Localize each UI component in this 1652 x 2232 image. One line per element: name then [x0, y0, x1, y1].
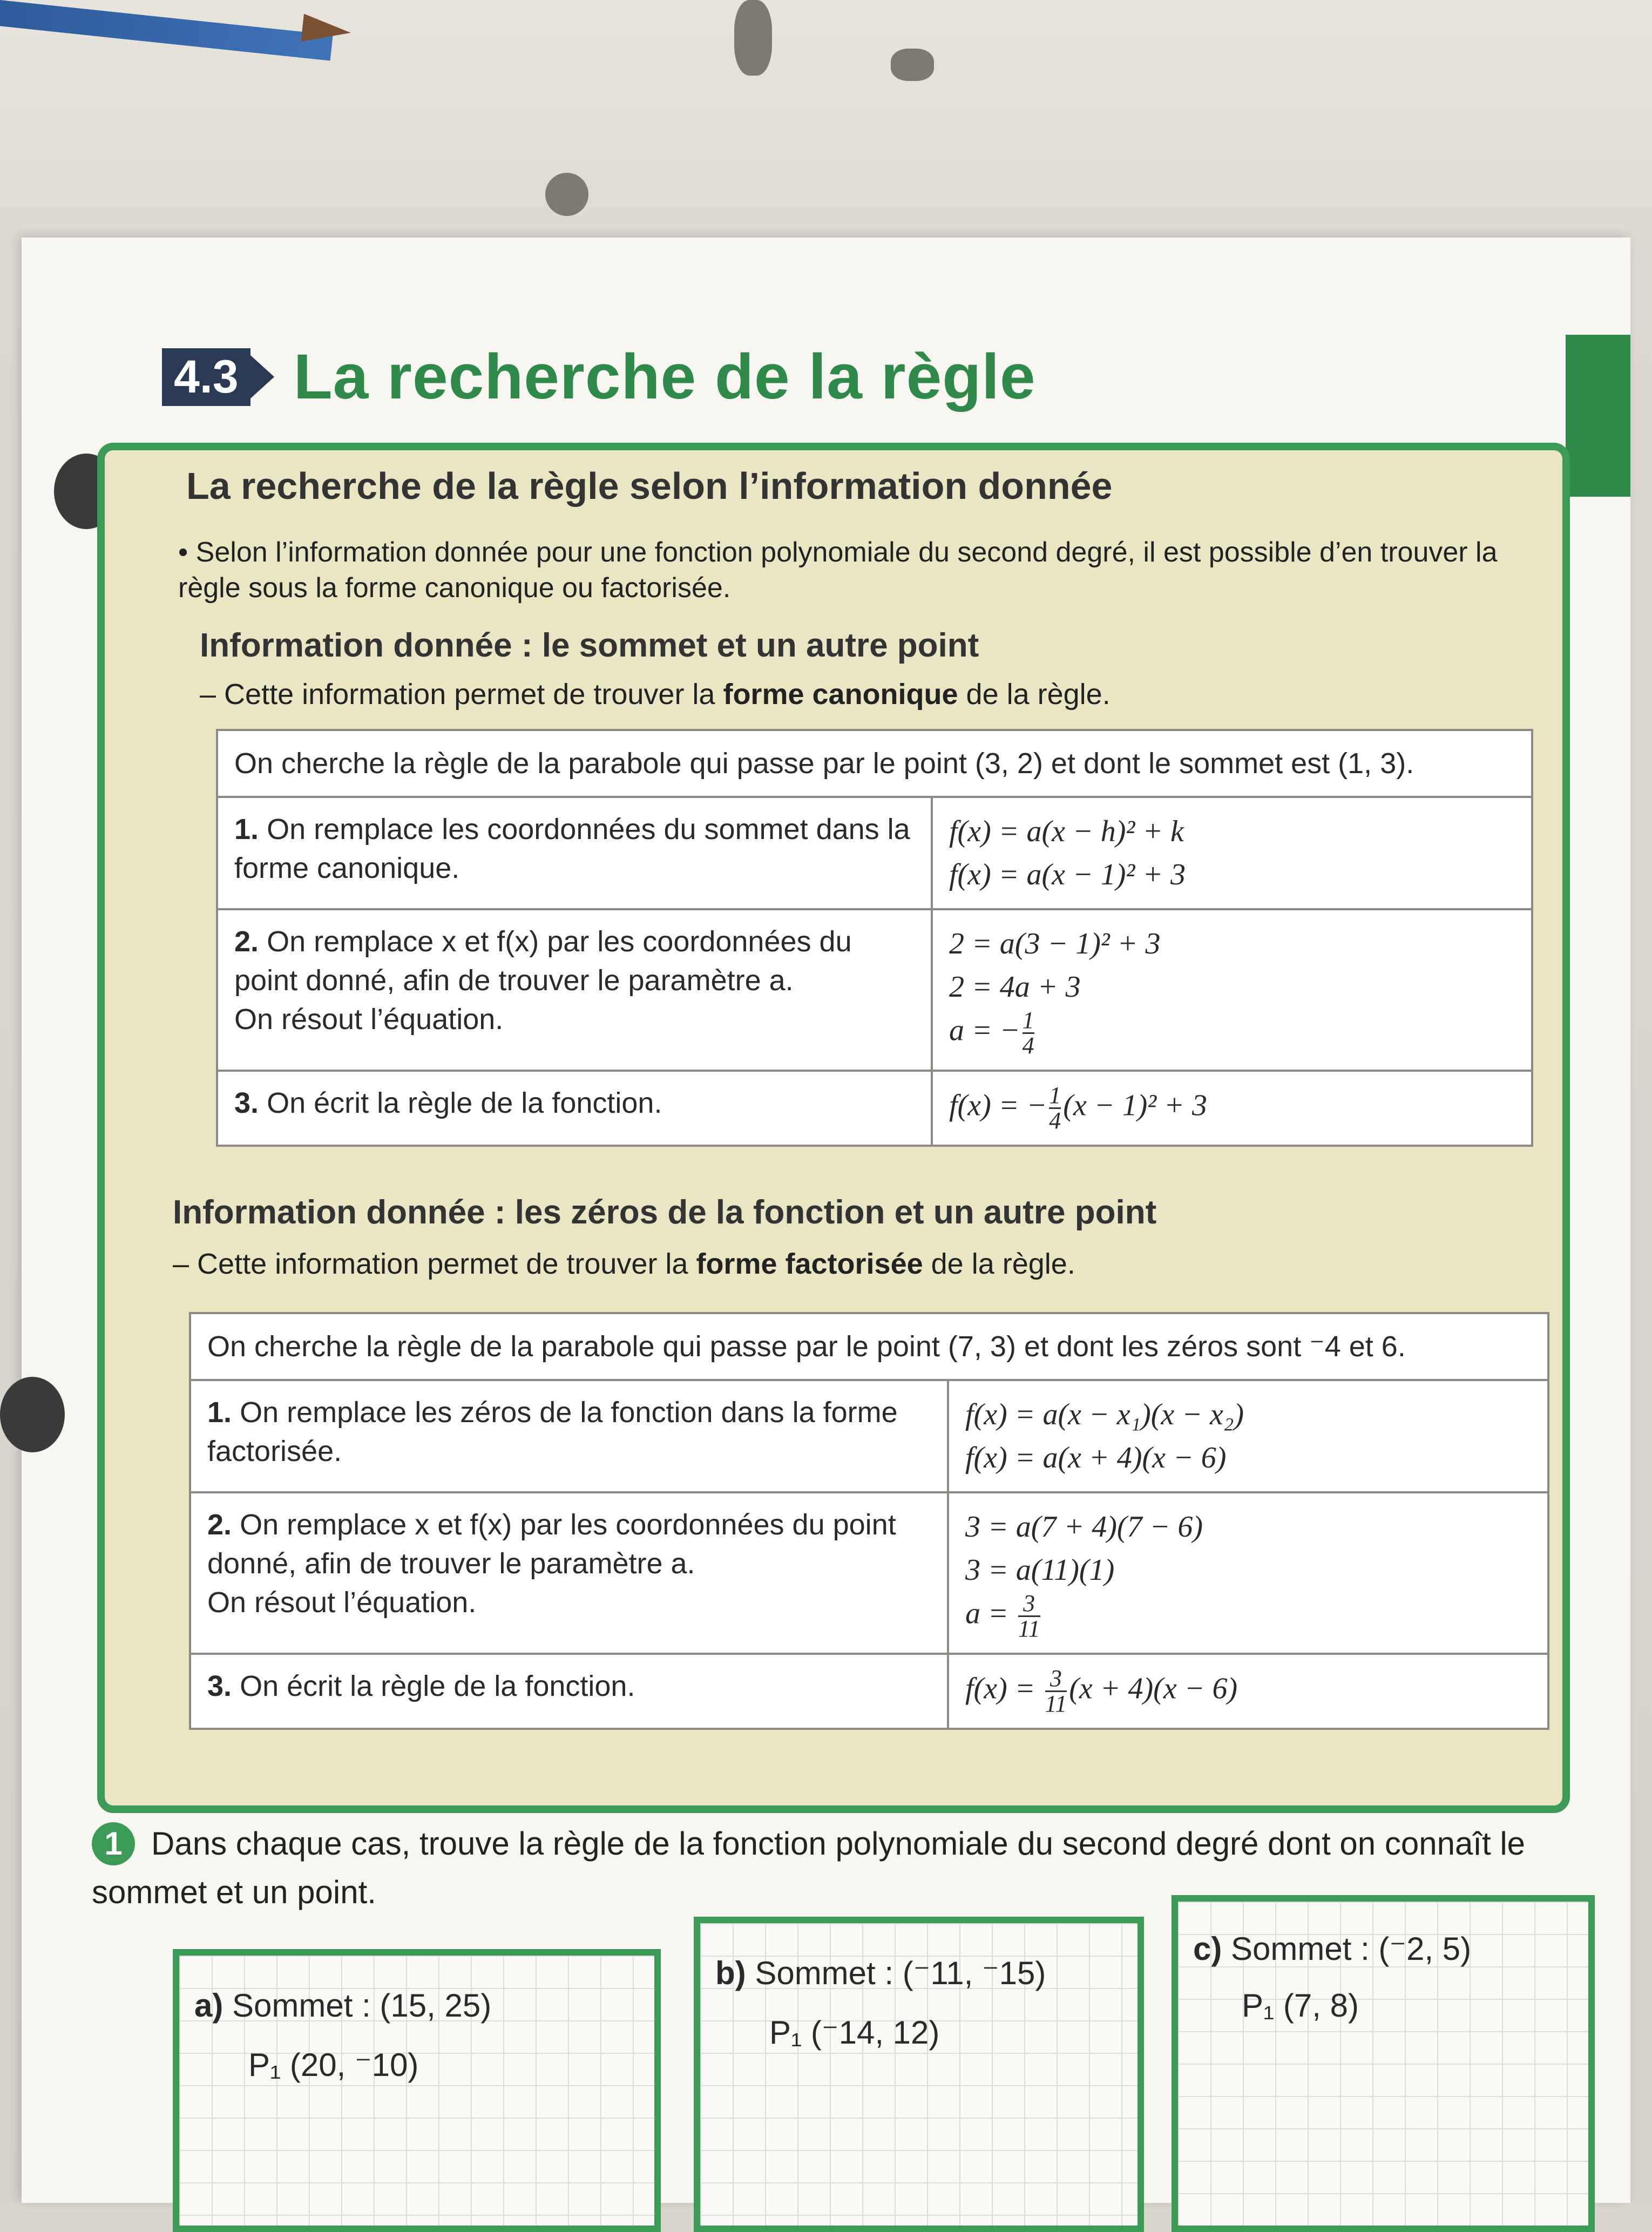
denominator: 11	[1045, 1690, 1067, 1717]
table-row	[217, 797, 1532, 909]
step-number: 3.	[234, 1087, 259, 1119]
table-head: On cherche la règle de la parabole qui passe par le point (7, 3) et dont les zéros sont ⁻4 et 6.	[190, 1313, 1548, 1380]
step-description: On écrit la règle de la fonction.	[267, 1087, 662, 1119]
table-row	[190, 1380, 1548, 1492]
step-text	[217, 909, 932, 1071]
section-number: 4.3	[162, 348, 250, 406]
math-line: 2 = a(3 − 1)² + 3	[949, 927, 1161, 961]
step-math	[948, 1492, 1548, 1654]
math-line: 3 = a(11)(1)	[965, 1553, 1115, 1587]
step-description-2: On résout l’équation.	[207, 1586, 477, 1619]
denominator: 11	[1018, 1615, 1040, 1642]
step-math	[948, 1654, 1548, 1729]
frac-rhs: (x + 4)(x − 6)	[1069, 1672, 1238, 1706]
card-c-point: P₁ (7, 8)	[1242, 1987, 1359, 2024]
math-line: f(x) = a(x + 4)(x − 6)	[965, 1441, 1227, 1475]
math-line: f(x) = a(x − 1)² + 3	[949, 858, 1186, 891]
part2-sub-suffix: de la règle.	[923, 1248, 1075, 1280]
frac-lhs: f(x) =	[965, 1672, 1043, 1706]
table-row	[190, 1313, 1548, 1380]
intro-text: Selon l’information donnée pour une fonction polynomiale du second degré, il est possible d’en trouver la règle sous la forme canonique ou factorisée.	[178, 537, 1498, 604]
table-row	[217, 909, 1532, 1071]
step-text	[190, 1654, 948, 1729]
frac-lhs: a =	[965, 1597, 1016, 1631]
card-sommet: Sommet : (15, 25)	[232, 1987, 492, 2024]
part1-sub-prefix: – Cette information permet de trouver la	[200, 678, 723, 711]
table-row	[190, 1654, 1548, 1729]
table-row	[217, 1071, 1532, 1146]
fraction	[1018, 1592, 1040, 1641]
math-fraction-line	[965, 1667, 1531, 1716]
part1-sub-suffix: de la règle.	[958, 678, 1111, 711]
frac-lhs: a = −	[949, 1013, 1020, 1047]
card-c-sommet	[1193, 1930, 1471, 1968]
card-label: a)	[194, 1987, 224, 2024]
step-number: 1.	[234, 813, 259, 846]
object-blob	[734, 0, 772, 76]
part1-sub-bold: forme canonique	[723, 678, 958, 711]
math-line: f(x) = a(x − x₁)(x − x₂)	[965, 1398, 1244, 1431]
exercise-number: 1	[92, 1822, 135, 1865]
part2-sub-prefix: – Cette information permet de trouver la	[173, 1248, 696, 1280]
step-text	[190, 1492, 948, 1654]
step-text	[190, 1380, 948, 1492]
step-number: 1.	[207, 1396, 232, 1429]
card-label: b)	[715, 1955, 746, 1991]
part2-heading: Information donnée : les zéros de la fonction et un autre point	[173, 1194, 1157, 1231]
pencil-tip	[301, 13, 353, 46]
exercise-text: Dans chaque cas, trouve la règle de la fonction polynomiale du second degré dont on connaît le sommet et un point.	[92, 1825, 1526, 1910]
step-number: 3.	[207, 1670, 232, 1702]
step-description: On remplace x et f(x) par les coordonnées du point donné, afin de trouver le paramètre a.	[234, 925, 852, 997]
step-text	[217, 797, 932, 909]
card-label: c)	[1193, 1931, 1222, 1967]
section-header	[162, 340, 1036, 414]
card-a-sommet	[194, 1987, 491, 2024]
section-arrow-icon	[250, 355, 274, 398]
step-math	[948, 1380, 1548, 1492]
part2-sub-bold: forme factorisée	[696, 1248, 923, 1280]
frac-rhs: (x − 1)² + 3	[1063, 1088, 1207, 1122]
fraction	[1045, 1667, 1067, 1716]
fraction	[1023, 1009, 1034, 1058]
step-number: 2.	[234, 925, 259, 958]
table-head: On cherche la règle de la parabole qui passe par le point (3, 2) et dont le sommet est (1, 3).	[217, 730, 1532, 797]
part1-subtitle	[200, 678, 1111, 711]
card-sommet: Sommet : (⁻11, ⁻15)	[755, 1955, 1046, 1991]
card-a-point: P₁ (20, ⁻10)	[248, 2047, 419, 2083]
math-line: 2 = 4a + 3	[949, 970, 1081, 1004]
frac-lhs: f(x) = −	[949, 1088, 1047, 1122]
factorized-steps-table	[189, 1312, 1549, 1730]
math-fraction-line	[949, 1009, 1515, 1058]
numerator: 1	[1049, 1082, 1061, 1108]
step-text	[217, 1071, 932, 1146]
math-fraction-line	[965, 1592, 1531, 1641]
step-math	[932, 797, 1532, 909]
math-line: 3 = a(7 + 4)(7 − 6)	[965, 1510, 1203, 1544]
step-description: On remplace les zéros de la fonction dans la forme factorisée.	[207, 1396, 898, 1467]
section-title: La recherche de la règle	[293, 341, 1036, 412]
card-b-sommet	[715, 1954, 1046, 1992]
object-blob	[545, 173, 588, 216]
step-description: On écrit la règle de la fonction.	[240, 1670, 635, 1702]
card-b-point: P₁ (⁻14, 12)	[769, 2014, 940, 2051]
binder-hole	[0, 1377, 65, 1452]
denominator: 4	[1022, 1032, 1034, 1059]
part2-subtitle	[173, 1247, 1075, 1281]
step-math	[932, 909, 1532, 1071]
step-number: 2.	[207, 1509, 232, 1541]
denominator: 4	[1049, 1107, 1061, 1134]
bullet-dot-icon: •	[178, 537, 196, 568]
table-row	[217, 730, 1532, 797]
canonical-steps-table	[216, 729, 1533, 1147]
part1-heading: Information donnée : le sommet et un autre point	[200, 627, 979, 664]
table-row	[190, 1492, 1548, 1654]
numerator: 1	[1022, 1007, 1034, 1033]
page-tab	[1566, 335, 1630, 497]
math-line: f(x) = a(x − h)² + k	[949, 815, 1184, 848]
object-blob	[891, 49, 934, 81]
step-description: On remplace x et f(x) par les coordonnées du point donné, afin de trouver le paramètre a.	[207, 1509, 896, 1580]
math-fraction-line	[949, 1084, 1515, 1133]
box-title: La recherche de la règle selon l’information donnée	[186, 465, 1113, 507]
numerator: 3	[1050, 1665, 1062, 1692]
step-description-2: On résout l’équation.	[234, 1003, 504, 1036]
card-sommet: Sommet : (⁻2, 5)	[1231, 1931, 1472, 1967]
step-description: On remplace les coordonnées du sommet dans la forme canonique.	[234, 813, 910, 884]
fraction	[1049, 1084, 1061, 1133]
intro-bullet	[178, 535, 1506, 606]
step-math	[932, 1071, 1532, 1146]
numerator: 3	[1023, 1590, 1035, 1616]
